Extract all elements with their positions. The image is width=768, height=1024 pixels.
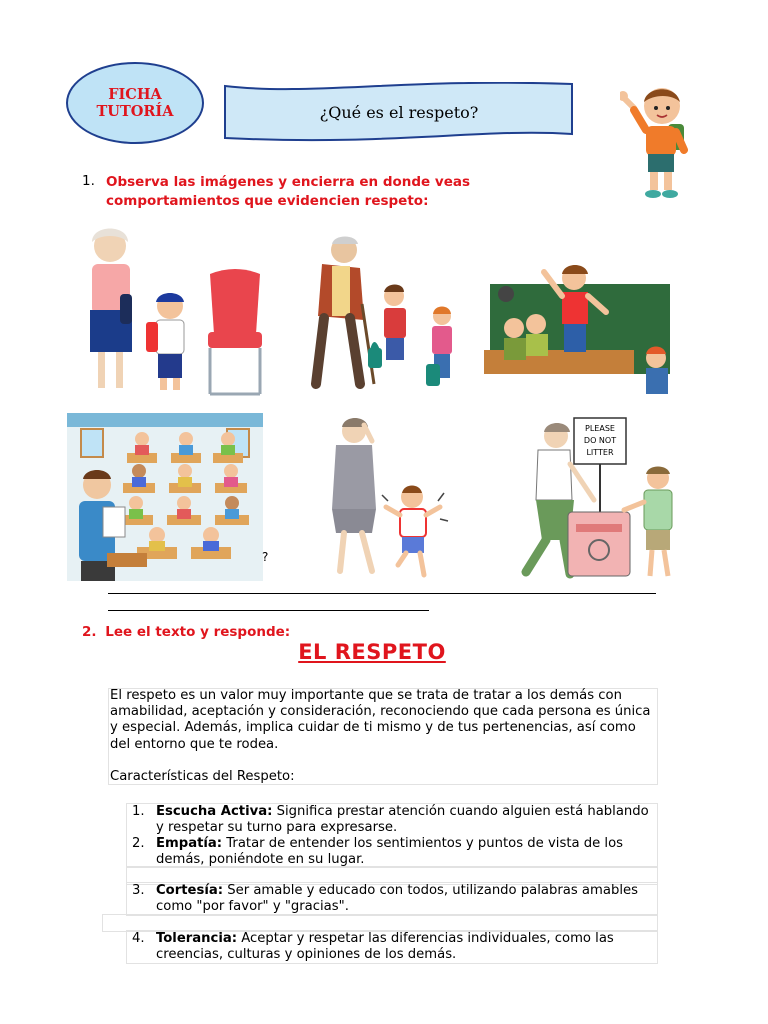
list-item-number: 2. xyxy=(132,836,145,851)
classroom-teacher-illustration xyxy=(67,413,263,581)
reading-heading: EL RESPETO xyxy=(298,640,446,664)
list-item-term: Empatía: xyxy=(156,836,223,851)
sign-line-3: LITTER xyxy=(586,448,614,457)
classroom-misbehavior-illustration xyxy=(478,254,702,400)
list-item-term: Tolerancia: xyxy=(156,931,238,946)
list-item-desc: Tratar de entender los sentimientos y puntos de vista de los demás, poniéndote en su lugar. xyxy=(156,836,624,868)
characteristics-label: Características del Respeto: xyxy=(110,769,295,784)
elderly-man-children-illustration xyxy=(282,234,466,400)
list-item-desc: Ser amable y educado con todos, utilizando palabras amables como "por favor" y "gracias". xyxy=(156,883,638,915)
sign-line-2: DO NOT xyxy=(583,436,617,445)
question-1-line-2: comportamientos que evidencien respeto: xyxy=(106,193,429,209)
answer-line-1[interactable] xyxy=(108,593,656,594)
list-item-desc: Aceptar y respetar las diferencias individuales, como las creencias, culturas y opiniones de los demás. xyxy=(156,931,614,963)
grandmother-boy-chair-illustration xyxy=(70,224,270,400)
question-2-text: Lee el texto y responde: xyxy=(105,624,291,640)
list-item-number: 4. xyxy=(132,931,145,946)
list-item-term: Escucha Activa: xyxy=(156,804,273,819)
tutoria-label: TUTORÍA xyxy=(96,103,174,120)
sign-line-1: PLEASE xyxy=(585,424,615,433)
frustrated-woman-child-illustration xyxy=(302,415,452,581)
ficha-tutoria-badge xyxy=(66,62,204,144)
question-1-line-1: Observa las imágenes y encierra en donde veas xyxy=(106,174,471,190)
question-1-number: 1. xyxy=(82,173,95,189)
intro-paragraph: El respeto es un valor muy importante que se trata de tratar a los demás con amabilidad, aceptación y consideración, reconociendo que cada persona es única y especial. Además, implica cuidar de ti mismo y de tus pertenencias, así como del entorno que te rodea. xyxy=(110,688,651,752)
list-item-number: 1. xyxy=(132,804,145,819)
list-item-number: 3. xyxy=(132,883,145,898)
answer-line-2[interactable] xyxy=(108,610,429,611)
stray-question-mark: ? xyxy=(262,550,269,564)
waving-child-illustration xyxy=(620,84,704,204)
question-2-number: 2. xyxy=(82,624,97,640)
page-title: ¿Qué es el respeto? xyxy=(319,102,479,122)
ficha-label: FICHA xyxy=(108,85,162,103)
recycling-illustration xyxy=(486,414,692,582)
title-banner xyxy=(222,82,576,142)
list-item-term: Cortesía: xyxy=(156,883,224,898)
list-item-desc: Significa prestar atención cuando alguien está hablando y respetar su turno para expresarse. xyxy=(156,804,649,836)
